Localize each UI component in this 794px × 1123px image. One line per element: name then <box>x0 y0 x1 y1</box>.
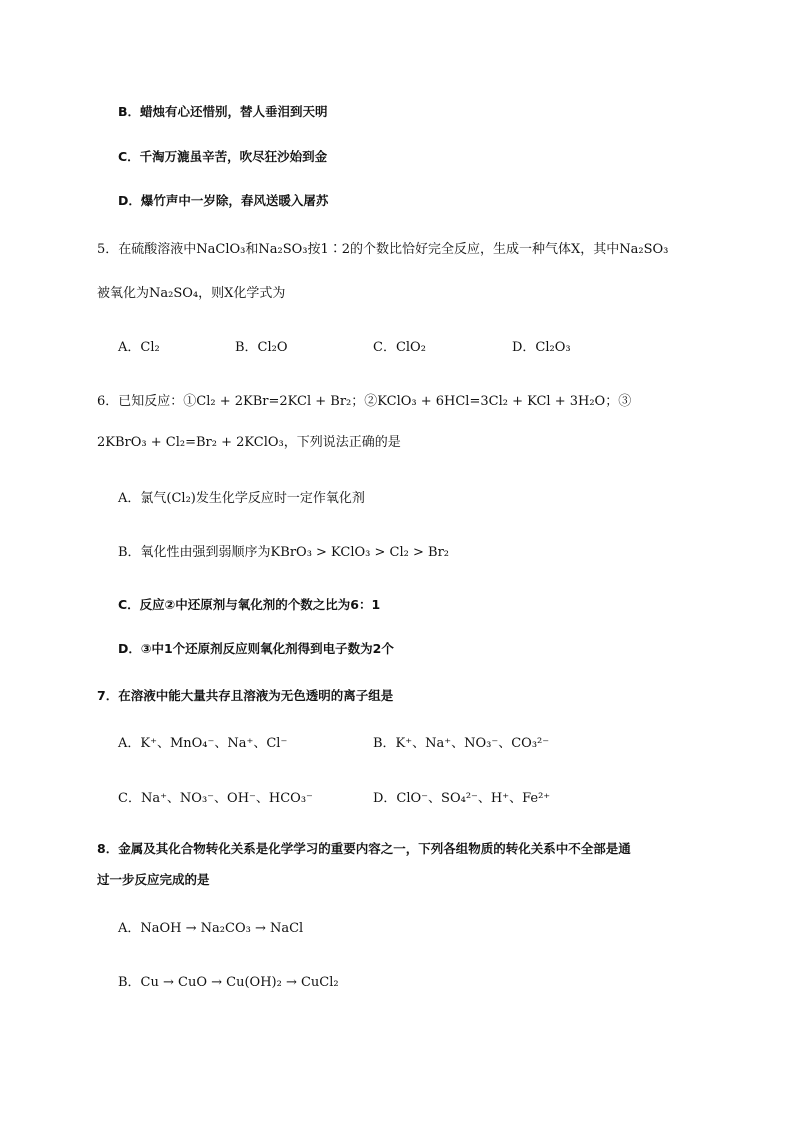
q8-option-a: A．NaOH → Na₂CO₃ → NaCl <box>118 921 304 936</box>
q7-option-d: D．ClO⁻、SO₄²⁻、H⁺、Fe²⁺ <box>373 791 551 806</box>
q5-stem-line2: 被氧化为Na₂SO₄，则X化学式为 <box>97 286 286 301</box>
q4-option-b: B．蜡烛有心还惜别，替人垂泪到天明 <box>118 104 328 119</box>
q6-option-c: C．反应②中还原剂与氧化剂的个数之比为6：1 <box>118 597 381 612</box>
q6-option-b: B．氧化性由强到弱顺序为KBrO₃ > KClO₃ > Cl₂ > Br₂ <box>118 545 450 560</box>
q5-option-c: C．ClO₂ <box>373 340 426 355</box>
q6-stem-line1: 6．已知反应：①Cl₂ + 2KBr=2KCl + Br₂；②KClO₃ + 6HCl=3Cl₂ + KCl + 3H₂O；③ <box>97 394 632 409</box>
q4-option-d: D．爆竹声中一岁除，春风送暖入屠苏 <box>118 193 329 208</box>
q4-option-c: C．千淘万漉虽辛苦，吹尽狂沙始到金 <box>118 149 328 164</box>
q7-stem: 7．在溶液中能大量共存且溶液为无色透明的离子组是 <box>97 688 394 703</box>
q5-option-d: D．Cl₂O₃ <box>512 340 571 355</box>
q7-option-c: C．Na⁺、NO₃⁻、OH⁻、HCO₃⁻ <box>118 791 313 806</box>
q6-option-d: D．③中1个还原剂反应则氧化剂得到电子数为2个 <box>118 641 394 656</box>
q8-stem-line2: 过一步反应完成的是 <box>97 872 210 887</box>
q5-option-b: B．Cl₂O <box>235 340 288 355</box>
q5-option-a: A．Cl₂ <box>118 340 160 355</box>
q7-option-a: A．K⁺、MnO₄⁻、Na⁺、Cl⁻ <box>118 736 288 751</box>
q8-option-b: B．Cu → CuO → Cu(OH)₂ → CuCl₂ <box>118 975 339 990</box>
q6-stem-line2: 2KBrO₃ + Cl₂=Br₂ + 2KClO₃，下列说法正确的是 <box>97 435 401 450</box>
q7-option-b: B．K⁺、Na⁺、NO₃⁻、CO₃²⁻ <box>373 736 550 751</box>
q5-stem-line1: 5．在硫酸溶液中NaClO₃和Na₂SO₃按1∶2的个数比恰好完全反应，生成一种气体X，其中Na₂SO₃ <box>97 242 669 257</box>
q6-option-a: A．氯气(Cl₂)发生化学反应时一定作氧化剂 <box>118 491 365 506</box>
q8-stem-line1: 8．金属及其化合物转化关系是化学学习的重要内容之一，下列各组物质的转化关系中不全部是通 <box>97 841 631 856</box>
